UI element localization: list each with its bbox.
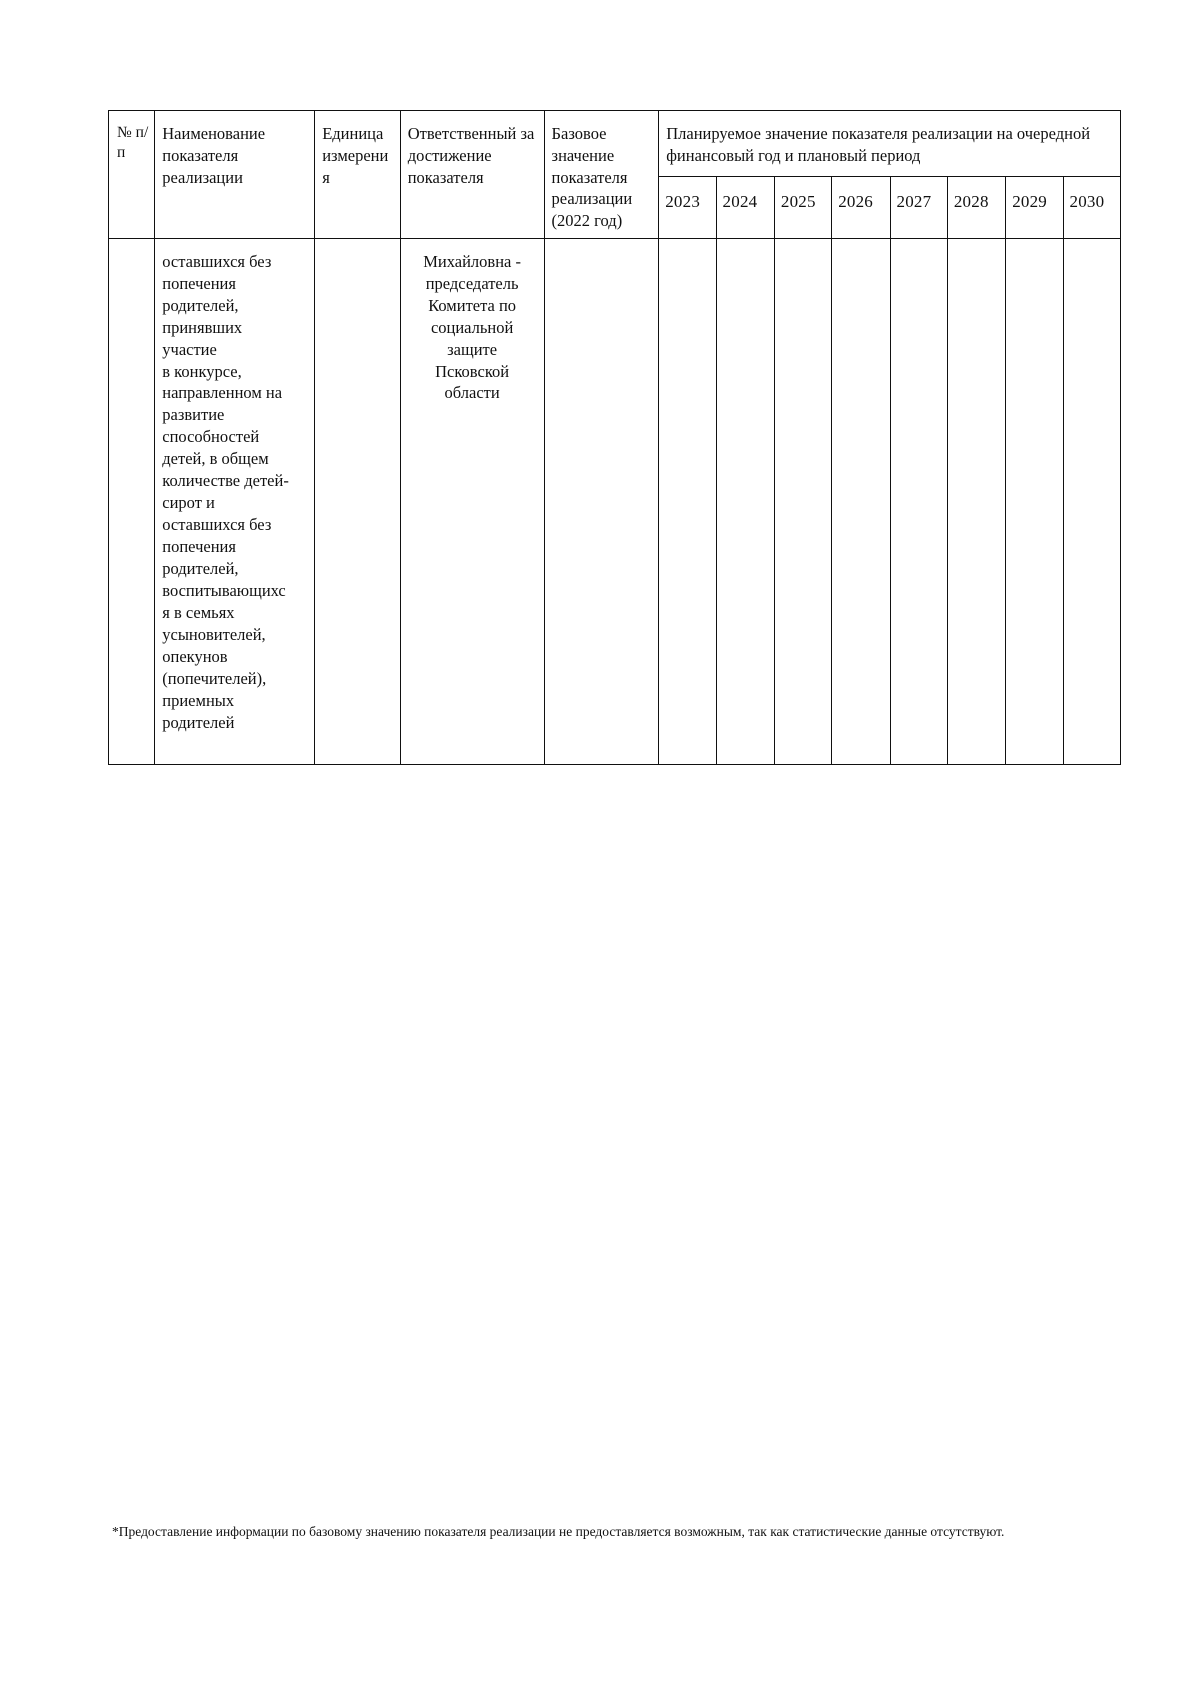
cell-base bbox=[544, 238, 659, 764]
table-row bbox=[109, 238, 1121, 764]
header-base-text: Базовое значение показателя реализации (2022 год) bbox=[551, 124, 633, 231]
cell-year-value bbox=[716, 238, 774, 764]
cell-year-value bbox=[1063, 238, 1120, 764]
cell-year-value bbox=[947, 238, 1005, 764]
year-label: 2027 bbox=[896, 191, 932, 211]
cell-responsible bbox=[400, 238, 544, 764]
header-name bbox=[155, 111, 315, 239]
year-label: 2028 bbox=[953, 191, 989, 211]
cell-name bbox=[155, 238, 315, 764]
header-num-text: № п/п bbox=[117, 124, 149, 162]
year-label: 2026 bbox=[838, 191, 874, 211]
footnote: *Предоставление информации по базовому значению показателя реализации не предоставляется возможным, так как статистические данные отсутствуют. bbox=[112, 1524, 1005, 1539]
year-label: 2025 bbox=[780, 191, 816, 211]
cell-year-value bbox=[1006, 238, 1063, 764]
year-cell bbox=[1006, 176, 1063, 238]
responsible-text: Михайловна - председатель Комитета по социальной защите Псковской области bbox=[423, 251, 521, 403]
year-cell bbox=[659, 176, 716, 238]
header-unit bbox=[315, 111, 401, 239]
header-unit-text: Единица измерения bbox=[322, 124, 389, 187]
year-cell bbox=[716, 176, 774, 238]
header-planned bbox=[659, 111, 1121, 177]
year-cell bbox=[832, 176, 890, 238]
cell-num bbox=[109, 238, 155, 764]
cell-year-value bbox=[890, 238, 947, 764]
cell-unit bbox=[315, 238, 401, 764]
year-label: 2029 bbox=[1012, 191, 1047, 211]
indicator-table bbox=[108, 110, 1121, 765]
header-planned-text: Планируемое значение показателя реализации на очередной финансовый год и плановый период bbox=[666, 124, 1091, 165]
indicator-name-text: оставшихся без попечения родителей, принявших участие в конкурсе, направленном на развитие способностей детей, в общем количестве детей- сирот и оставшихся без попечения родителей, воспитывающихс я в семьях усыновителей, опекунов (попечителей), приемных родителей bbox=[162, 251, 289, 732]
header-num bbox=[109, 111, 155, 239]
cell-year-value bbox=[774, 238, 831, 764]
year-cell bbox=[1063, 176, 1120, 238]
year-label: 2023 bbox=[665, 191, 701, 211]
year-cell bbox=[890, 176, 947, 238]
header-name-text: Наименование показателя реализации bbox=[162, 124, 266, 187]
cell-year-value bbox=[659, 238, 716, 764]
year-label: 2030 bbox=[1069, 191, 1105, 211]
header-base bbox=[544, 111, 659, 239]
year-cell bbox=[947, 176, 1005, 238]
header-responsible-text: Ответственный за достижение показателя bbox=[407, 124, 535, 187]
header-row bbox=[109, 111, 1121, 177]
cell-year-value bbox=[832, 238, 890, 764]
year-cell bbox=[774, 176, 831, 238]
year-label: 2024 bbox=[722, 191, 758, 211]
header-responsible bbox=[400, 111, 544, 239]
